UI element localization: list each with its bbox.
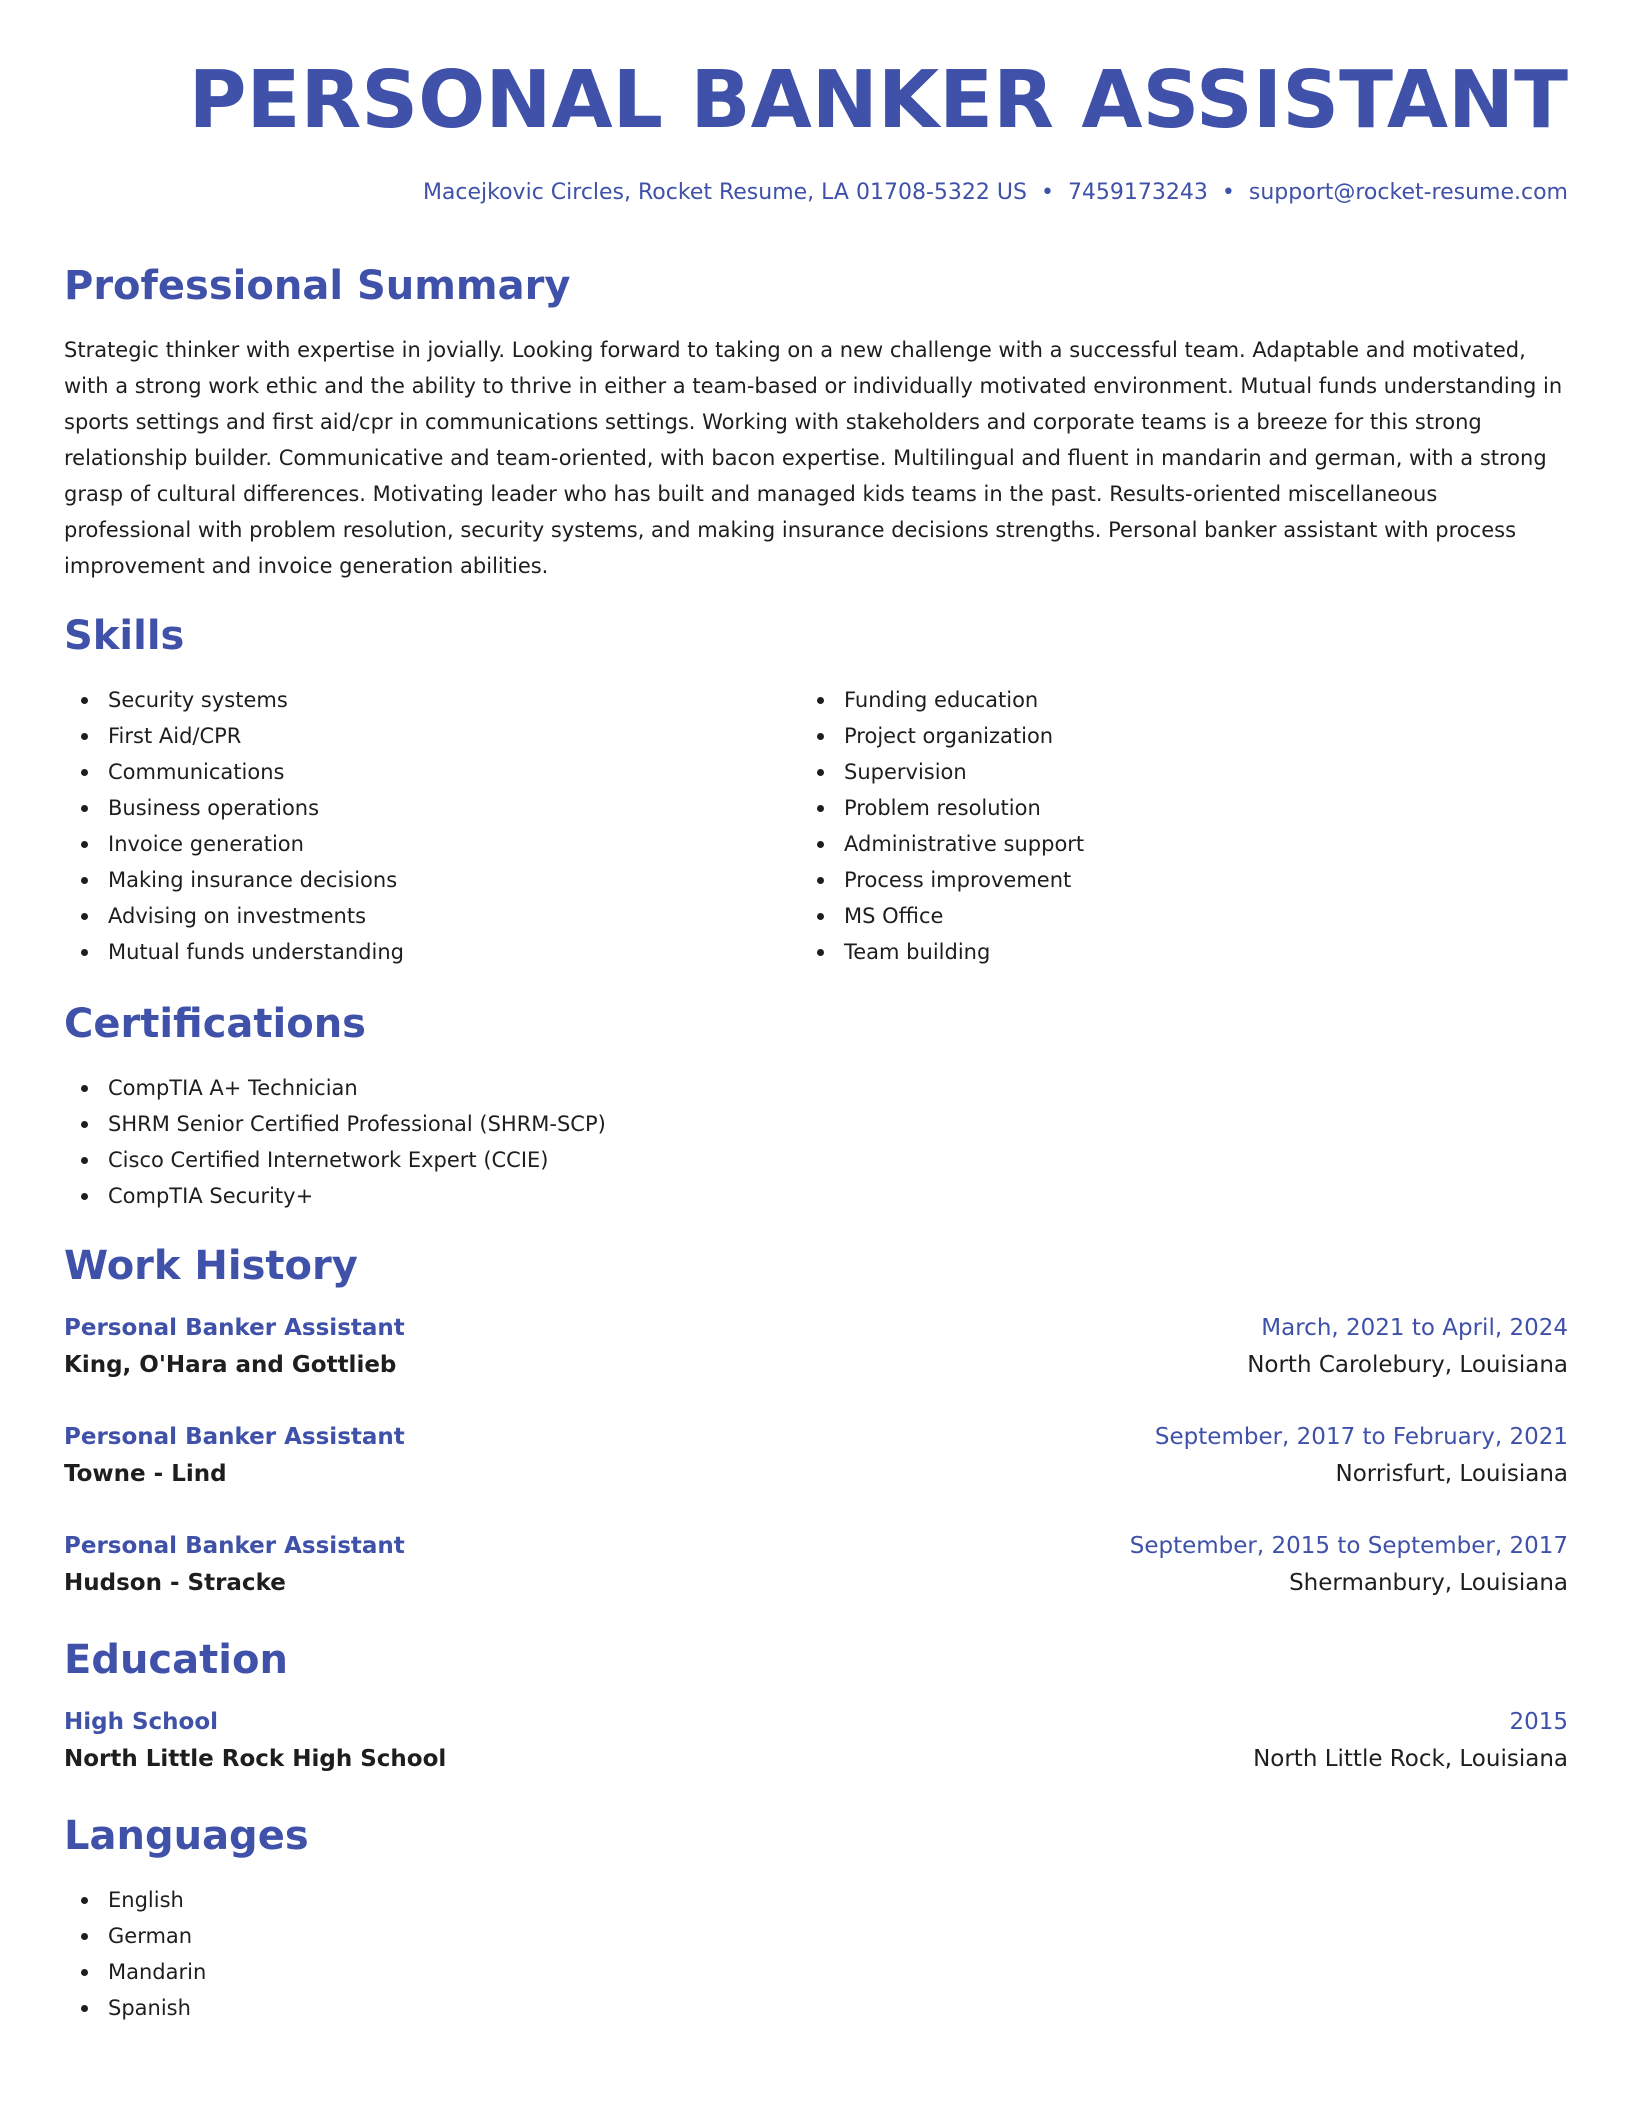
contact-email: support@rocket-resume.com xyxy=(1248,180,1568,205)
skill-item: Advising on investments xyxy=(64,898,764,934)
contact-line xyxy=(423,178,1568,208)
skill-item: First Aid/CPR xyxy=(64,718,764,754)
skill-item: Project organization xyxy=(800,718,1500,754)
language-item: Mandarin xyxy=(64,1954,206,1990)
languages-heading: Languages xyxy=(64,1813,309,1859)
skill-item: Security systems xyxy=(64,682,764,718)
contact-separator: • xyxy=(1040,180,1054,205)
education-school: North Little Rock High School xyxy=(64,1746,447,1772)
certification-item: SHRM Senior Certified Professional (SHRM-SCP) xyxy=(64,1106,606,1142)
job-role: Personal Banker Assistant xyxy=(64,1533,405,1559)
skill-item: Business operations xyxy=(64,790,764,826)
skill-item: Mutual funds understanding xyxy=(64,934,764,970)
education-year: 2015 xyxy=(1509,1709,1568,1735)
education-entry xyxy=(64,1704,1568,1778)
job-role: Personal Banker Assistant xyxy=(64,1424,405,1450)
certification-item: Cisco Certified Internetwork Expert (CCIE) xyxy=(64,1142,606,1178)
certification-item: CompTIA A+ Technician xyxy=(64,1070,606,1106)
summary-heading: Professional Summary xyxy=(64,263,571,309)
certifications-list xyxy=(64,1070,606,1214)
skills-heading: Skills xyxy=(64,613,185,659)
job-entry xyxy=(64,1528,1568,1602)
job-location: North Carolebury, Louisiana xyxy=(1247,1352,1568,1378)
job-entry xyxy=(64,1310,1568,1384)
contact-separator: • xyxy=(1221,180,1235,205)
certification-item: CompTIA Security+ xyxy=(64,1178,606,1214)
language-item: English xyxy=(64,1882,206,1918)
certifications-heading: Certifications xyxy=(64,1001,366,1047)
language-item: German xyxy=(64,1918,206,1954)
job-company: Towne - Lind xyxy=(64,1461,227,1487)
skill-item: Making insurance decisions xyxy=(64,862,764,898)
job-dates: September, 2015 to September, 2017 xyxy=(1129,1533,1568,1559)
job-company: King, O'Hara and Gottlieb xyxy=(64,1352,397,1378)
job-entry xyxy=(64,1419,1568,1493)
skill-item: Team building xyxy=(800,934,1500,970)
skill-item: Funding education xyxy=(800,682,1500,718)
job-location: Norrisfurt, Louisiana xyxy=(1335,1461,1568,1487)
skill-item: Supervision xyxy=(800,754,1500,790)
language-item: Spanish xyxy=(64,1990,206,2026)
summary-text: Strategic thinker with expertise in jovially. Looking forward to taking on a new challenge with a successful team. Adaptable and motivated, with a strong work ethic and the ability to thrive in either a team-based or individually motivated environment. Mutual funds understanding in sports settings and first aid/cpr in communications settings. Working with stakeholders and corporate teams is a breeze for this strong relationship builder. Communicative and team-oriented, with bacon expertise. Multilingual and fluent in mandarin and german, with a strong grasp of cultural differences. Motivating leader who has built and managed kids teams in the past. Results-oriented miscellaneous professional with problem resolution, security systems, and making insurance decisions strengths. Personal banker assistant with process improvement and invoice generation abilities. xyxy=(64,338,1563,578)
candidate-title: PERSONAL BANKER ASSISTANT xyxy=(188,54,1568,146)
contact-phone: 7459173243 xyxy=(1067,180,1208,205)
skill-item: Process improvement xyxy=(800,862,1500,898)
languages-list xyxy=(64,1882,206,2026)
skill-item: Invoice generation xyxy=(64,826,764,862)
skills-list-left xyxy=(64,682,764,970)
skills-list-right xyxy=(800,682,1500,970)
skill-item: Administrative support xyxy=(800,826,1500,862)
job-role: Personal Banker Assistant xyxy=(64,1315,405,1341)
job-company: Hudson - Stracke xyxy=(64,1570,286,1596)
job-dates: September, 2017 to February, 2021 xyxy=(1154,1424,1568,1450)
education-location: North Little Rock, Louisiana xyxy=(1253,1746,1568,1772)
job-location: Shermanbury, Louisiana xyxy=(1289,1570,1568,1596)
education-heading: Education xyxy=(64,1637,288,1683)
education-degree: High School xyxy=(64,1709,219,1735)
skill-item: MS Office xyxy=(800,898,1500,934)
job-dates: March, 2021 to April, 2024 xyxy=(1261,1315,1568,1341)
contact-address: Macejkovic Circles, Rocket Resume, LA 01708-5322 US xyxy=(422,180,1027,205)
skill-item: Problem resolution xyxy=(800,790,1500,826)
skill-item: Communications xyxy=(64,754,764,790)
work-history-heading: Work History xyxy=(64,1243,358,1289)
